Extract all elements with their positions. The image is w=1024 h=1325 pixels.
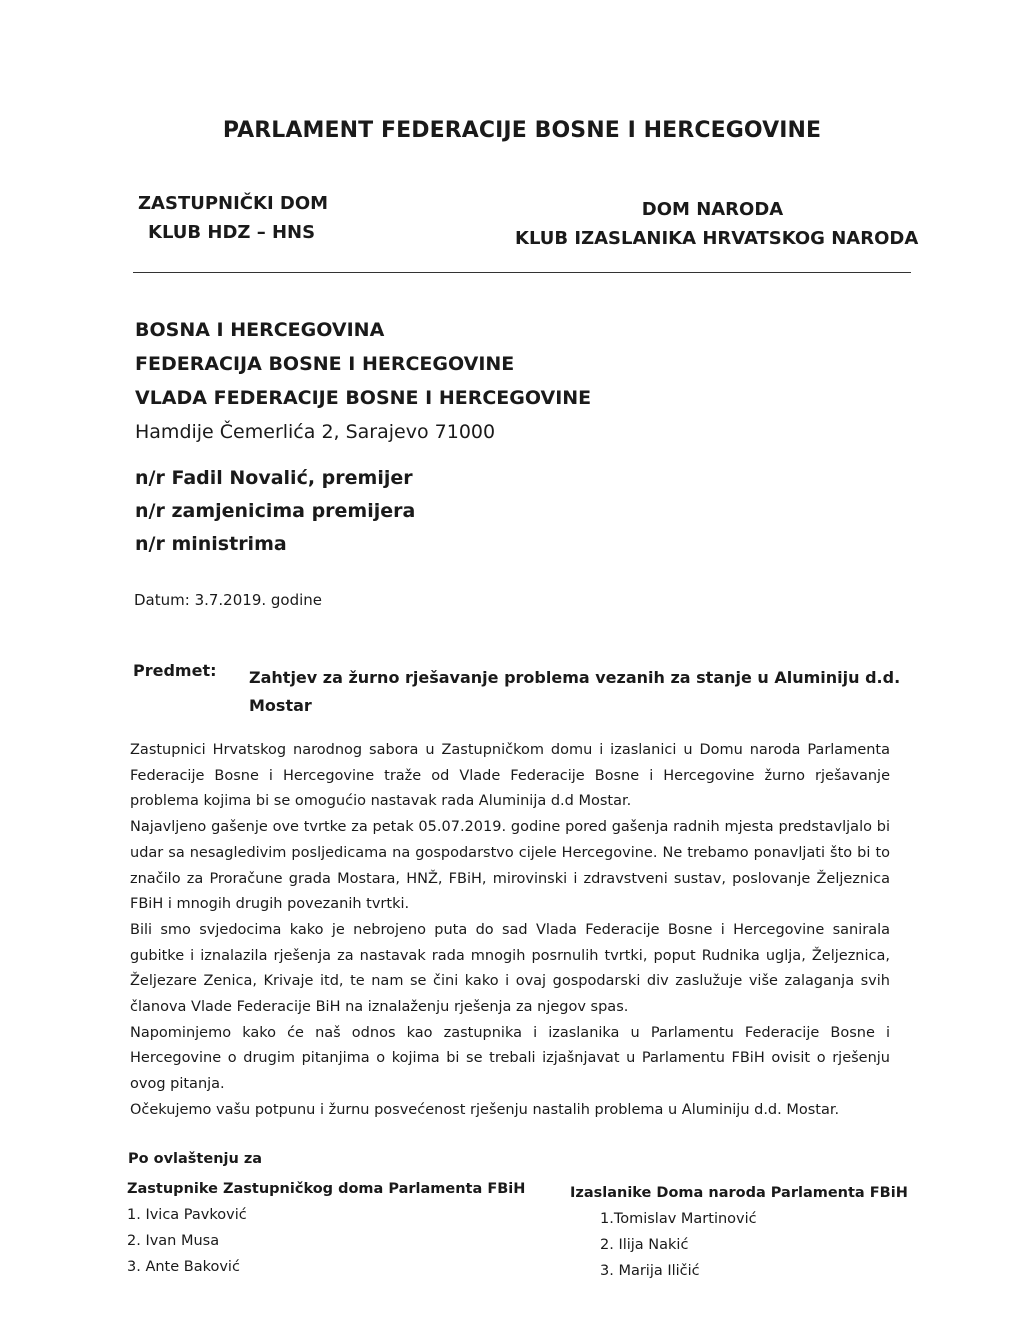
signatory-name: 2. Ilija Nakić — [600, 1237, 689, 1253]
addressee-line2: FEDERACIJA BOSNE I HERCEGOVINE — [135, 353, 515, 375]
letter-body — [130, 738, 890, 1124]
header-divider — [133, 272, 911, 273]
addressee-line1: BOSNA I HERCEGOVINA — [135, 319, 385, 341]
subject-line1: Zahtjev za žurno rješavanje problema vezanih za stanje u Aluminiju d.d. — [249, 668, 901, 687]
subject-line2: Mostar — [249, 696, 312, 715]
signature-right-heading: Izaslanike Doma naroda Parlamenta FBiH — [570, 1185, 908, 1201]
document-title: PARLAMENT FEDERACIJE BOSNE I HERCEGOVINE — [222, 118, 822, 143]
header-left-block — [138, 189, 328, 247]
body-paragraph: Bili smo svjedocima kako je nebrojeno puta do sad Vlada Federacije Bosne i Hercegovine sanirala gubitke i iznalazila rješenja za nastavak rada mnogih posrnulih tvrtki, poput Rudnika uglja, Željeznica, Željezare Zenica, Krivaje itd, te nam se čini kako i ovaj gospodarski div zaslužuje više zalaganja svih članova Vlade Federacije BiH na iznalaženju rješenja za njegov spas. — [130, 921, 890, 1016]
addressee-block — [135, 313, 591, 449]
header-right-block — [515, 195, 919, 253]
recipient-line: n/r ministrima — [135, 533, 287, 555]
header-left-line1: ZASTUPNIČKI DOM — [138, 193, 329, 214]
recipients-block — [135, 462, 415, 561]
body-paragraph: Zastupnici Hrvatskog narodnog sabora u Zastupničkom domu i izaslanici u Domu naroda Parlamenta Federacije Bosne i Hercegovine traže od Vlade Federacije Bosne i Hercegovine žurno rješavanje problema kojima bi se omogućio nastavak rada Aluminija d.d Mostar. — [130, 742, 890, 810]
recipient-line: n/r zamjenicima premijera — [135, 500, 416, 522]
signature-left-block — [127, 1176, 525, 1280]
header-right-line2: KLUB IZASLANIKA HRVATSKOG NARODA — [515, 228, 919, 249]
signatory-name: 3. Marija Iličić — [600, 1263, 700, 1279]
recipient-line: n/r Fadil Novalić, premijer — [135, 467, 413, 489]
signatory-name: 1. Ivica Pavković — [127, 1207, 247, 1223]
subject-label: Predmet: — [133, 661, 217, 680]
header-right-line1: DOM NARODA — [641, 199, 784, 220]
signature-right-block — [570, 1180, 908, 1284]
signatory-name: 2. Ivan Musa — [127, 1233, 220, 1249]
body-paragraph: Napominjemo kako će naš odnos kao zastupnika i izaslanika u Parlamentu Federacije Bosne i Hercegovine o drugim pitanjima o kojima bi se trebali izjašnjavat u Parlamentu FBiH ovisit o rješenju ovog pitanja. — [130, 1024, 890, 1093]
document-date: Datum: 3.7.2019. godine — [134, 591, 323, 609]
body-paragraph: Najavljeno gašenje ove tvrtke za petak 05.07.2019. godine pored gašenja radnih mjesta predstavljalo bi udar sa nesagledivim posljedicama na gospodarstvo cijele Hercegovine. Ne trebamo ponavljati što bi to značilo za Proračune grada Mostara, HNŽ, FBiH, mirovinski i zdravstveni sustav, poslovanje Željeznica FBiH i mnogih drugih povezanih tvrtki. — [130, 819, 890, 913]
signatory-name: 1.Tomislav Martinović — [600, 1211, 757, 1227]
signatory-name: 3. Ante Baković — [127, 1259, 240, 1275]
addressee-line3: VLADA FEDERACIJE BOSNE I HERCEGOVINE — [135, 387, 592, 409]
body-paragraph: Očekujemo vašu potpunu i žurnu posvećenost rješenju nastalih problema u Aluminiju d.d. Mostar. — [130, 1101, 840, 1118]
signature-left-heading: Zastupnike Zastupničkog doma Parlamenta FBiH — [127, 1181, 526, 1197]
addressee-street: Hamdije Čemerlića 2, Sarajevo 71000 — [135, 421, 496, 443]
signature-lead: Po ovlaštenju za — [128, 1151, 263, 1167]
subject-text — [249, 664, 900, 720]
header-left-line2: KLUB HDZ – HNS — [148, 222, 316, 243]
